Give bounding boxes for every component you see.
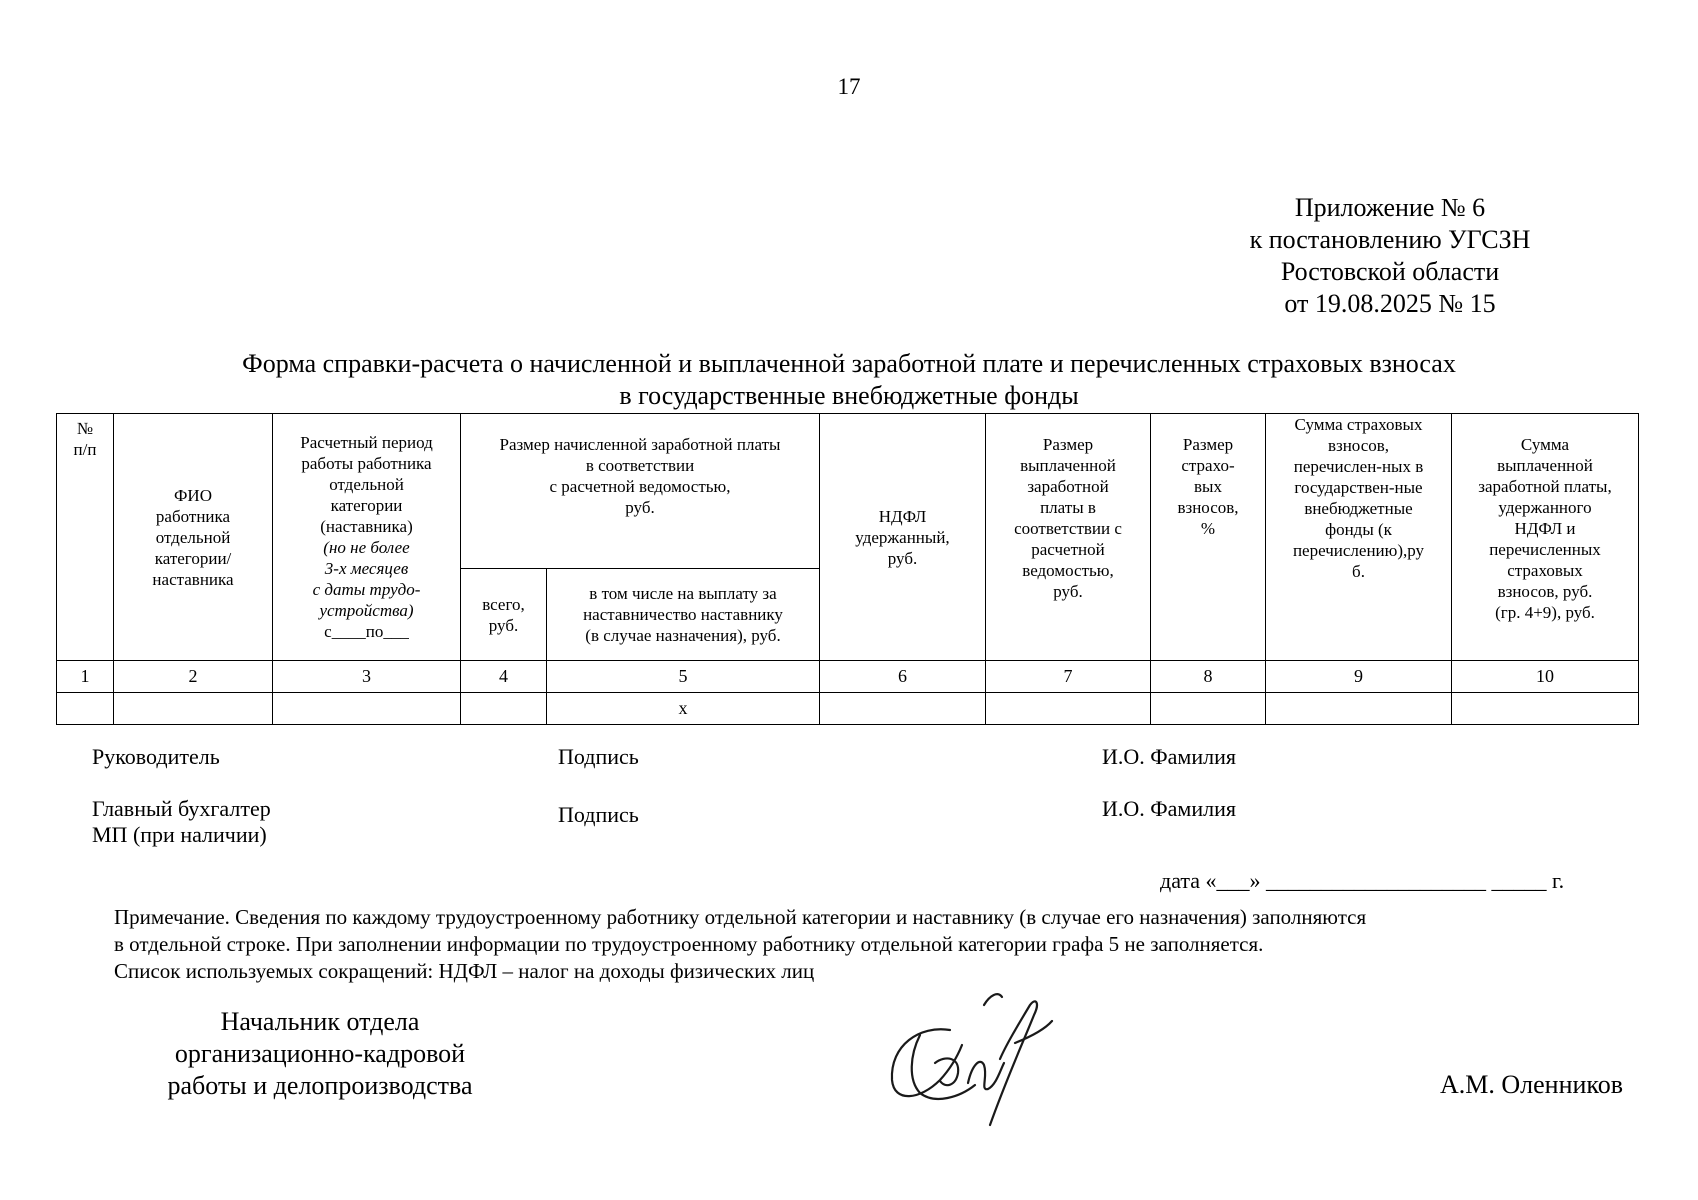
header-text-line: руб. [887,548,918,568]
header-text-line: фонды (к [1325,520,1392,539]
table-cell [461,693,547,725]
header-text-line: категории/ [154,548,232,568]
column-number: 3 [273,661,461,693]
table-row [57,693,1639,725]
header-col4 [461,569,547,661]
form-title [60,348,1638,412]
chief-title-line: организационно-кадровой [174,1039,466,1068]
accountant-signature-label: Подпись [558,802,639,827]
note-line: в отдельной строке. При заполнении информации по трудоустроенному работнику отдельной категории графа 5 не заполняется. [114,932,1264,956]
header-text-line: заработной [1027,477,1109,496]
header-text-line: Размер [1182,435,1234,454]
column-number: 5 [547,661,820,693]
header-text-line: Сумма страховых [1294,415,1423,434]
header-text-line: заработной платы, [1478,477,1612,496]
appendix-line: Ростовской области [1280,257,1500,286]
header-text-line: (наставника) [320,517,413,536]
header-text-line: Сумма [1520,435,1570,454]
appendix-line: Приложение № 6 [1294,193,1486,222]
column-numbers-row [57,661,1639,693]
header-text-line: б. [1352,562,1365,581]
accountant-name: И.О. Фамилия [1102,796,1236,821]
column-number: 10 [1452,661,1639,693]
handwritten-signature [880,985,1060,1135]
accountant-label: Главный бухгалтер [92,796,271,821]
appendix-line: от 19.08.2025 № 15 [1284,289,1496,318]
header-text-line: (но не более [323,538,410,557]
header-col45-group [461,414,820,569]
table-cell [820,693,986,725]
header-text-line: перечислен-ных в [1293,457,1424,476]
calculation-table [56,413,1639,725]
note-line: Примечание. Сведения по каждому трудоустроенному работнику отдельной категории и наставнику (в случае его назначения) заполняются [114,905,1367,929]
column-number: 2 [114,661,273,693]
head-label: Руководитель [92,744,220,769]
appendix-header [1180,192,1600,320]
column-number: 9 [1266,661,1452,693]
header-text-line: выплаченной [1497,456,1593,475]
column-number: 7 [986,661,1151,693]
header-text-line: взносов, руб. [1497,582,1593,601]
header-col9 [1266,414,1452,661]
header-text-line: наставника [152,569,234,589]
header-text-line: НДФЛ [878,506,927,526]
column-number: 8 [1151,661,1266,693]
header-col3 [273,414,461,661]
stamp-label: МП (при наличии) [92,822,267,847]
note-line: Список используемых сокращений: НДФЛ – налог на доходы физических лиц [114,959,815,983]
header-text-line: руб. [488,615,519,635]
chief-title-line: работы и делопроизводства [167,1071,473,1100]
header-text-line: работы работника [301,454,432,473]
table-cell [273,693,461,725]
header-text-line: с даты трудо- [312,580,421,599]
header-text-line: всего, [482,594,525,614]
date-line: дата «___» ____________________ _____ г. [1160,868,1565,893]
header-text-line: в том числе на выплату за [589,584,777,603]
note [114,904,1366,985]
chief-name: А.М. Оленников [1440,1070,1624,1099]
header-text-line: (в случае назначения), руб. [585,626,781,645]
header-text-line: ФИО [174,485,212,505]
header-text-line: взносов, [1327,436,1390,455]
table-cell [1452,693,1639,725]
header-col1 [57,414,114,661]
header-col5 [547,569,820,661]
table-cell: x [547,693,820,725]
header-text-line: устройства) [319,601,414,620]
header-col7 [986,414,1151,661]
table-cell [114,693,273,725]
page-number: 17 [837,74,861,99]
table-cell [986,693,1151,725]
header-text-line: № [76,419,94,438]
header-text-line: удержанный, [855,527,950,547]
header-text-line: Размер [1042,435,1094,454]
header-text-line: 3-х месяцев [324,559,409,578]
table-cell [57,693,114,725]
header-text-line: государствен-ные [1294,478,1423,497]
column-number: 6 [820,661,986,693]
head-name: И.О. Фамилия [1102,744,1236,769]
header-text-line: работника [155,506,231,526]
header-col10 [1452,414,1639,661]
header-text-line: перечисленных [1489,540,1601,559]
header-text-line: выплаченной [1020,456,1116,475]
header-text-line: НДФЛ и [1514,519,1576,538]
header-text-line: Расчетный период [300,433,433,452]
header-text-line: в соответствии [585,456,695,475]
header-text-line: страховых [1507,561,1583,580]
head-signature-label: Подпись [558,744,639,769]
header-text-line: руб. [625,498,655,517]
header-text-line: перечислению),ру [1292,541,1425,560]
header-text-line: страхо- [1181,456,1235,475]
header-text-line: внебюджетные [1304,499,1413,518]
header-text-line: отдельной [329,475,404,494]
appendix-line: к постановлению УГСЗН [1249,225,1531,254]
header-text-line: удержанного [1498,498,1592,517]
header-text-line: отдельной [155,527,231,547]
form-title-line: в государственные внебюджетные фонды [619,381,1079,410]
column-number: 1 [57,661,114,693]
column-number: 4 [461,661,547,693]
form-title-line: Форма справки-расчета о начисленной и выплаченной заработной плате и перечисленных страховых взносах [242,349,1456,378]
header-text-line: руб. [1053,582,1083,601]
header-col8 [1151,414,1266,661]
chief-title [120,1006,520,1102]
chief-title-line: Начальник отдела [220,1007,420,1036]
header-text-line: Размер начисленной заработной платы [499,435,781,454]
header-text-line: % [1200,519,1216,538]
header-text-line: соответствии с [1014,519,1122,538]
header-text-line: с расчетной ведомостью, [549,477,731,496]
header-text-line: (гр. 4+9), руб. [1495,603,1595,622]
period-field: с____по___ [324,622,409,641]
header-text-line: расчетной [1031,540,1105,559]
header-text-line: наставничество наставнику [583,605,783,624]
header-text-line: п/п [73,440,97,459]
header-text-line: вых [1194,477,1222,496]
header-col2 [114,414,273,661]
header-text-line: платы в [1040,498,1096,517]
header-text-line: взносов, [1177,498,1239,517]
header-text-line: ведомостью, [1022,561,1114,580]
header-col6 [820,414,986,661]
table-cell [1151,693,1266,725]
table-cell [1266,693,1452,725]
header-text-line: категории [330,496,403,515]
